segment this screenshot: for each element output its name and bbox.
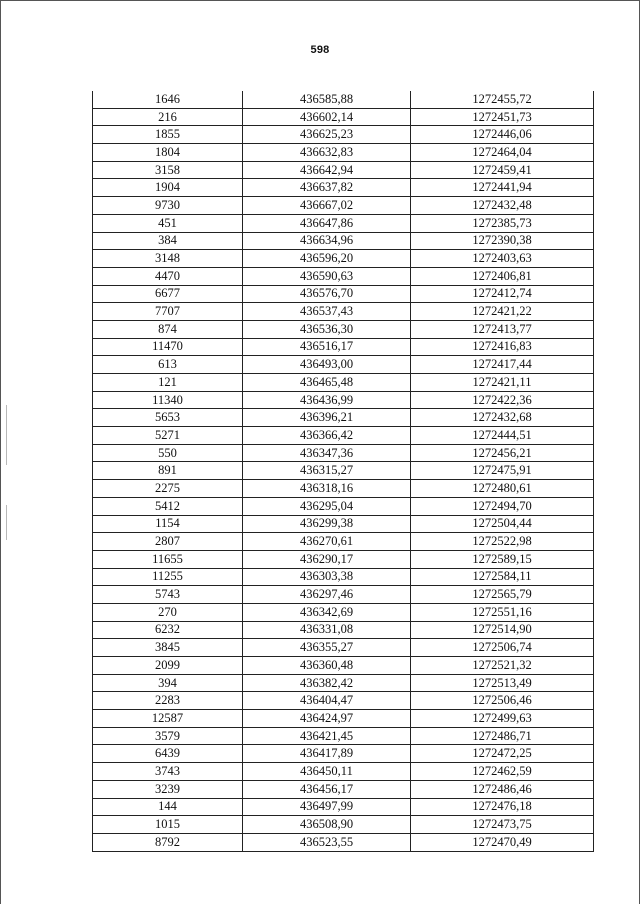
x-coordinate-cell: 436366,42 (243, 427, 411, 445)
table-row (93, 497, 594, 515)
y-coordinate-cell: 1272421,22 (411, 303, 594, 321)
point-number-cell: 270 (93, 603, 243, 621)
table-row (93, 303, 594, 321)
table-row (93, 533, 594, 551)
point-number-cell: 3239 (93, 780, 243, 798)
scan-artifact-line (6, 505, 7, 540)
x-coordinate-cell: 436667,02 (243, 197, 411, 215)
point-number-cell: 11470 (93, 338, 243, 356)
point-number-cell: 891 (93, 462, 243, 480)
table-row (93, 356, 594, 374)
page-number: 598 (310, 44, 330, 56)
point-number-cell: 550 (93, 444, 243, 462)
x-coordinate-cell: 436465,48 (243, 374, 411, 392)
table-row (93, 639, 594, 657)
y-coordinate-cell: 1272486,46 (411, 780, 594, 798)
y-coordinate-cell: 1272476,18 (411, 798, 594, 816)
y-coordinate-cell: 1272462,59 (411, 763, 594, 781)
table-row (93, 232, 594, 250)
point-number-cell: 7707 (93, 303, 243, 321)
point-number-cell: 1015 (93, 816, 243, 834)
x-coordinate-cell: 436355,27 (243, 639, 411, 657)
point-number-cell: 384 (93, 232, 243, 250)
y-coordinate-cell: 1272444,51 (411, 427, 594, 445)
y-coordinate-cell: 1272470,49 (411, 833, 594, 851)
y-coordinate-cell: 1272475,91 (411, 462, 594, 480)
table-row (93, 214, 594, 232)
table-row (93, 480, 594, 498)
point-number-cell: 3158 (93, 161, 243, 179)
table-row (93, 91, 594, 108)
y-coordinate-cell: 1272417,44 (411, 356, 594, 374)
point-number-cell: 6677 (93, 285, 243, 303)
x-coordinate-cell: 436290,17 (243, 550, 411, 568)
table-row (93, 763, 594, 781)
x-coordinate-cell: 436596,20 (243, 250, 411, 268)
y-coordinate-cell: 1272403,63 (411, 250, 594, 268)
x-coordinate-cell: 436347,36 (243, 444, 411, 462)
x-coordinate-cell: 436396,21 (243, 409, 411, 427)
table-row (93, 144, 594, 162)
table-row (93, 427, 594, 445)
point-number-cell: 874 (93, 320, 243, 338)
x-coordinate-cell: 436642,94 (243, 161, 411, 179)
y-coordinate-cell: 1272480,61 (411, 480, 594, 498)
table-row (93, 444, 594, 462)
point-number-cell: 121 (93, 374, 243, 392)
point-number-cell: 451 (93, 214, 243, 232)
x-coordinate-cell: 436516,17 (243, 338, 411, 356)
y-coordinate-cell: 1272406,81 (411, 267, 594, 285)
x-coordinate-cell: 436450,11 (243, 763, 411, 781)
table-row (93, 338, 594, 356)
table-row (93, 833, 594, 851)
table-row (93, 126, 594, 144)
table-row (93, 798, 594, 816)
table-row (93, 285, 594, 303)
y-coordinate-cell: 1272499,63 (411, 710, 594, 728)
table-row (93, 727, 594, 745)
y-coordinate-cell: 1272416,83 (411, 338, 594, 356)
point-number-cell: 394 (93, 674, 243, 692)
point-number-cell: 9730 (93, 197, 243, 215)
y-coordinate-cell: 1272464,04 (411, 144, 594, 162)
point-number-cell: 11340 (93, 391, 243, 409)
table-row (93, 657, 594, 675)
x-coordinate-cell: 436297,46 (243, 586, 411, 604)
scan-artifact-line (6, 405, 7, 465)
table-row (93, 179, 594, 197)
table-row (93, 674, 594, 692)
y-coordinate-cell: 1272421,11 (411, 374, 594, 392)
table-row (93, 374, 594, 392)
table-row (93, 621, 594, 639)
table-row (93, 586, 594, 604)
x-coordinate-cell: 436360,48 (243, 657, 411, 675)
table-row (93, 816, 594, 834)
x-coordinate-cell: 436456,17 (243, 780, 411, 798)
y-coordinate-cell: 1272506,46 (411, 692, 594, 710)
x-coordinate-cell: 436318,16 (243, 480, 411, 498)
x-coordinate-cell: 436576,70 (243, 285, 411, 303)
point-number-cell: 6232 (93, 621, 243, 639)
point-number-cell: 1804 (93, 144, 243, 162)
y-coordinate-cell: 1272504,44 (411, 515, 594, 533)
y-coordinate-cell: 1272486,71 (411, 727, 594, 745)
y-coordinate-cell: 1272413,77 (411, 320, 594, 338)
table-row (93, 409, 594, 427)
y-coordinate-cell: 1272441,94 (411, 179, 594, 197)
point-number-cell: 613 (93, 356, 243, 374)
coordinate-table-container (92, 91, 593, 852)
x-coordinate-cell: 436303,38 (243, 568, 411, 586)
coordinate-table-body (93, 91, 594, 851)
point-number-cell: 2807 (93, 533, 243, 551)
x-coordinate-cell: 436508,90 (243, 816, 411, 834)
table-row (93, 267, 594, 285)
y-coordinate-cell: 1272506,74 (411, 639, 594, 657)
x-coordinate-cell: 436331,08 (243, 621, 411, 639)
point-number-cell: 5743 (93, 586, 243, 604)
point-number-cell: 3845 (93, 639, 243, 657)
x-coordinate-cell: 436632,83 (243, 144, 411, 162)
y-coordinate-cell: 1272514,90 (411, 621, 594, 639)
table-row (93, 250, 594, 268)
table-row (93, 603, 594, 621)
point-number-cell: 5271 (93, 427, 243, 445)
point-number-cell: 3579 (93, 727, 243, 745)
point-number-cell: 3743 (93, 763, 243, 781)
x-coordinate-cell: 436625,23 (243, 126, 411, 144)
point-number-cell: 11255 (93, 568, 243, 586)
table-row (93, 710, 594, 728)
x-coordinate-cell: 436342,69 (243, 603, 411, 621)
point-number-cell: 4470 (93, 267, 243, 285)
y-coordinate-cell: 1272432,48 (411, 197, 594, 215)
point-number-cell: 216 (93, 108, 243, 126)
y-coordinate-cell: 1272513,49 (411, 674, 594, 692)
y-coordinate-cell: 1272446,06 (411, 126, 594, 144)
y-coordinate-cell: 1272390,38 (411, 232, 594, 250)
point-number-cell: 2283 (93, 692, 243, 710)
point-number-cell: 1646 (93, 91, 243, 108)
x-coordinate-cell: 436295,04 (243, 497, 411, 515)
table-row (93, 197, 594, 215)
point-number-cell: 5653 (93, 409, 243, 427)
x-coordinate-cell: 436404,47 (243, 692, 411, 710)
y-coordinate-cell: 1272422,36 (411, 391, 594, 409)
y-coordinate-cell: 1272385,73 (411, 214, 594, 232)
x-coordinate-cell: 436585,88 (243, 91, 411, 108)
x-coordinate-cell: 436637,82 (243, 179, 411, 197)
point-number-cell: 8792 (93, 833, 243, 851)
y-coordinate-cell: 1272565,79 (411, 586, 594, 604)
y-coordinate-cell: 1272494,70 (411, 497, 594, 515)
table-row (93, 462, 594, 480)
y-coordinate-cell: 1272473,75 (411, 816, 594, 834)
point-number-cell: 1904 (93, 179, 243, 197)
y-coordinate-cell: 1272451,73 (411, 108, 594, 126)
y-coordinate-cell: 1272522,98 (411, 533, 594, 551)
table-row (93, 692, 594, 710)
x-coordinate-cell: 436315,27 (243, 462, 411, 480)
x-coordinate-cell: 436634,96 (243, 232, 411, 250)
x-coordinate-cell: 436417,89 (243, 745, 411, 763)
x-coordinate-cell: 436590,63 (243, 267, 411, 285)
x-coordinate-cell: 436602,14 (243, 108, 411, 126)
y-coordinate-cell: 1272456,21 (411, 444, 594, 462)
point-number-cell: 12587 (93, 710, 243, 728)
point-number-cell: 1154 (93, 515, 243, 533)
y-coordinate-cell: 1272412,74 (411, 285, 594, 303)
y-coordinate-cell: 1272521,32 (411, 657, 594, 675)
y-coordinate-cell: 1272551,16 (411, 603, 594, 621)
x-coordinate-cell: 436523,55 (243, 833, 411, 851)
x-coordinate-cell: 436424,97 (243, 710, 411, 728)
point-number-cell: 2275 (93, 480, 243, 498)
table-row (93, 391, 594, 409)
point-number-cell: 5412 (93, 497, 243, 515)
table-row (93, 515, 594, 533)
y-coordinate-cell: 1272455,72 (411, 91, 594, 108)
point-number-cell: 11655 (93, 550, 243, 568)
y-coordinate-cell: 1272432,68 (411, 409, 594, 427)
table-row (93, 108, 594, 126)
x-coordinate-cell: 436436,99 (243, 391, 411, 409)
x-coordinate-cell: 436382,42 (243, 674, 411, 692)
table-row (93, 320, 594, 338)
table-row (93, 745, 594, 763)
y-coordinate-cell: 1272589,15 (411, 550, 594, 568)
table-row (93, 780, 594, 798)
x-coordinate-cell: 436299,38 (243, 515, 411, 533)
y-coordinate-cell: 1272459,41 (411, 161, 594, 179)
point-number-cell: 144 (93, 798, 243, 816)
x-coordinate-cell: 436270,61 (243, 533, 411, 551)
coordinate-table (92, 91, 594, 852)
x-coordinate-cell: 436493,00 (243, 356, 411, 374)
x-coordinate-cell: 436647,86 (243, 214, 411, 232)
y-coordinate-cell: 1272472,25 (411, 745, 594, 763)
point-number-cell: 3148 (93, 250, 243, 268)
x-coordinate-cell: 436537,43 (243, 303, 411, 321)
point-number-cell: 1855 (93, 126, 243, 144)
table-row (93, 550, 594, 568)
point-number-cell: 2099 (93, 657, 243, 675)
table-row (93, 161, 594, 179)
y-coordinate-cell: 1272584,11 (411, 568, 594, 586)
point-number-cell: 6439 (93, 745, 243, 763)
x-coordinate-cell: 436497,99 (243, 798, 411, 816)
x-coordinate-cell: 436536,30 (243, 320, 411, 338)
x-coordinate-cell: 436421,45 (243, 727, 411, 745)
table-row (93, 568, 594, 586)
